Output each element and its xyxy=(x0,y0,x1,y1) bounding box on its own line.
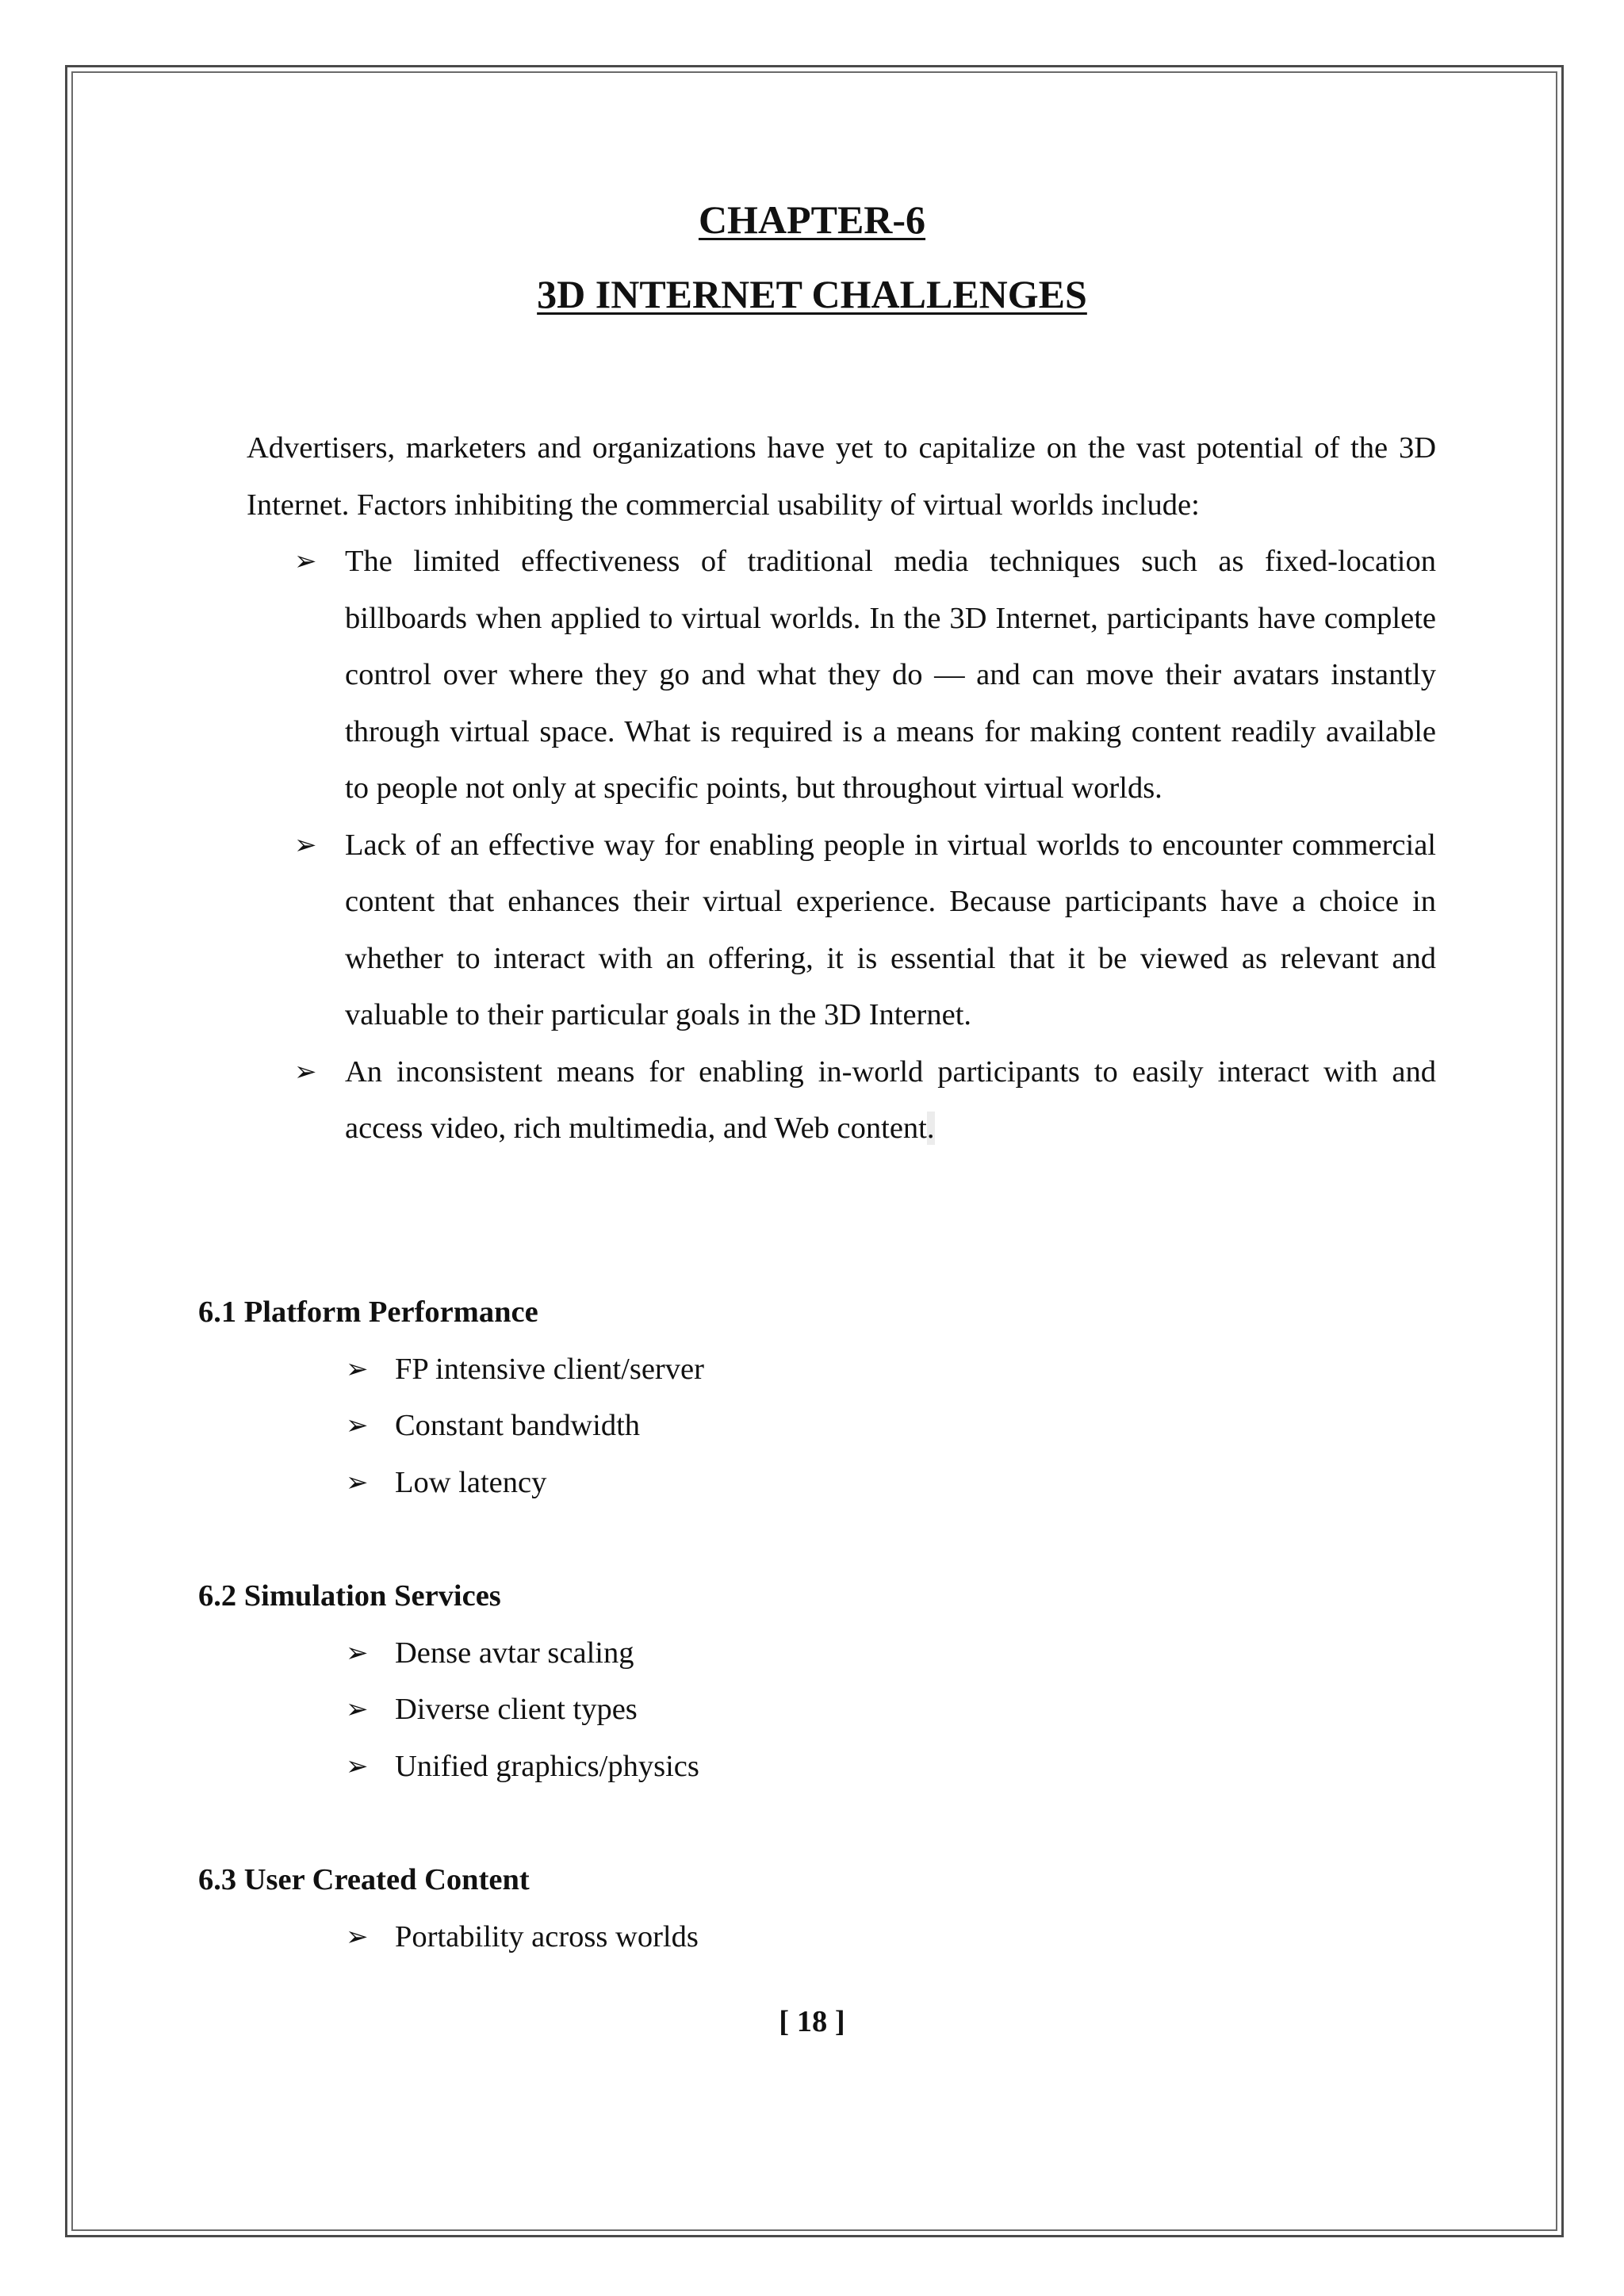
section-list xyxy=(198,1341,1467,1512)
highlighted-period: . xyxy=(926,1112,935,1145)
section-heading: 6.2 Simulation Services xyxy=(198,1579,501,1613)
challenge-item xyxy=(247,534,1436,817)
page-number: [ 18 ] xyxy=(779,2005,845,2038)
section-heading: 6.1 Platform Performance xyxy=(198,1295,538,1329)
challenge-item xyxy=(247,817,1436,1044)
challenge-item xyxy=(247,1044,1436,1158)
list-item xyxy=(198,1739,1467,1796)
challenge-list xyxy=(247,534,1436,1158)
list-item-text: Constant bandwidth xyxy=(395,1409,641,1442)
list-item xyxy=(198,1682,1467,1739)
arrow-bullet-icon: ➢ xyxy=(346,1636,369,1669)
list-item-text: Diverse client types xyxy=(395,1693,638,1726)
chapter-title: 3D INTERNET CHALLENGES xyxy=(537,272,1087,316)
list-item xyxy=(198,1909,1467,1966)
list-item-text: Low latency xyxy=(395,1465,547,1499)
arrow-bullet-icon: ➢ xyxy=(294,1055,317,1088)
list-item xyxy=(198,1455,1467,1512)
section-platform-performance xyxy=(198,1284,1467,1511)
section-user-created-content xyxy=(198,1852,1467,1965)
intro-paragraph: Advertisers, marketers and organizations have yet to capitalize on the vast potential of the 3D Internet. Factors inhibiting the commercial usability of virtual worlds include: xyxy=(247,431,1436,522)
arrow-bullet-icon: ➢ xyxy=(346,1353,369,1385)
arrow-bullet-icon: ➢ xyxy=(294,545,317,577)
section-heading: 6.3 User Created Content xyxy=(198,1863,530,1896)
list-item-text: Portability across worlds xyxy=(395,1919,699,1954)
list-item xyxy=(198,1341,1467,1399)
challenge-text: The limited effectiveness of traditional media techniques such as fixed-location billboards when applied to virtual worlds. In the 3D Internet, participants have complete control over where they go and what they do — and can move their avatars instantly through virtual space. What is required is a means for making content readily available to people not only at specific points, but throughout virtual worlds. xyxy=(345,545,1436,805)
challenge-text: Lack of an effective way for enabling people in virtual worlds to encounter commercial content that enhances their virtual experience. Because participants have a choice in whether to interact with an offering, it is essential that it be viewed as relevant and valuable to their particular goals in the 3D Internet. xyxy=(345,828,1436,1031)
list-item-text: Unified graphics/physics xyxy=(395,1749,699,1783)
arrow-bullet-icon: ➢ xyxy=(346,1410,369,1441)
list-item-text: FP intensive client/server xyxy=(395,1352,704,1386)
arrow-bullet-icon: ➢ xyxy=(346,1693,369,1725)
arrow-bullet-icon: ➢ xyxy=(346,1920,369,1953)
section-list xyxy=(198,1625,1467,1796)
list-item xyxy=(198,1398,1467,1455)
arrow-bullet-icon: ➢ xyxy=(294,828,317,861)
section-list xyxy=(198,1909,1467,1966)
section-simulation-services xyxy=(198,1568,1467,1795)
challenge-text: An inconsistent means for enabling in-world participants to easily interact with and access video, rich multimedia, and Web content xyxy=(345,1054,1436,1145)
chapter-label: CHAPTER-6 xyxy=(698,197,926,242)
arrow-bullet-icon: ➢ xyxy=(346,1466,369,1498)
list-item xyxy=(198,1625,1467,1682)
list-item-text: Dense avtar scaling xyxy=(395,1636,634,1670)
arrow-bullet-icon: ➢ xyxy=(346,1750,369,1782)
